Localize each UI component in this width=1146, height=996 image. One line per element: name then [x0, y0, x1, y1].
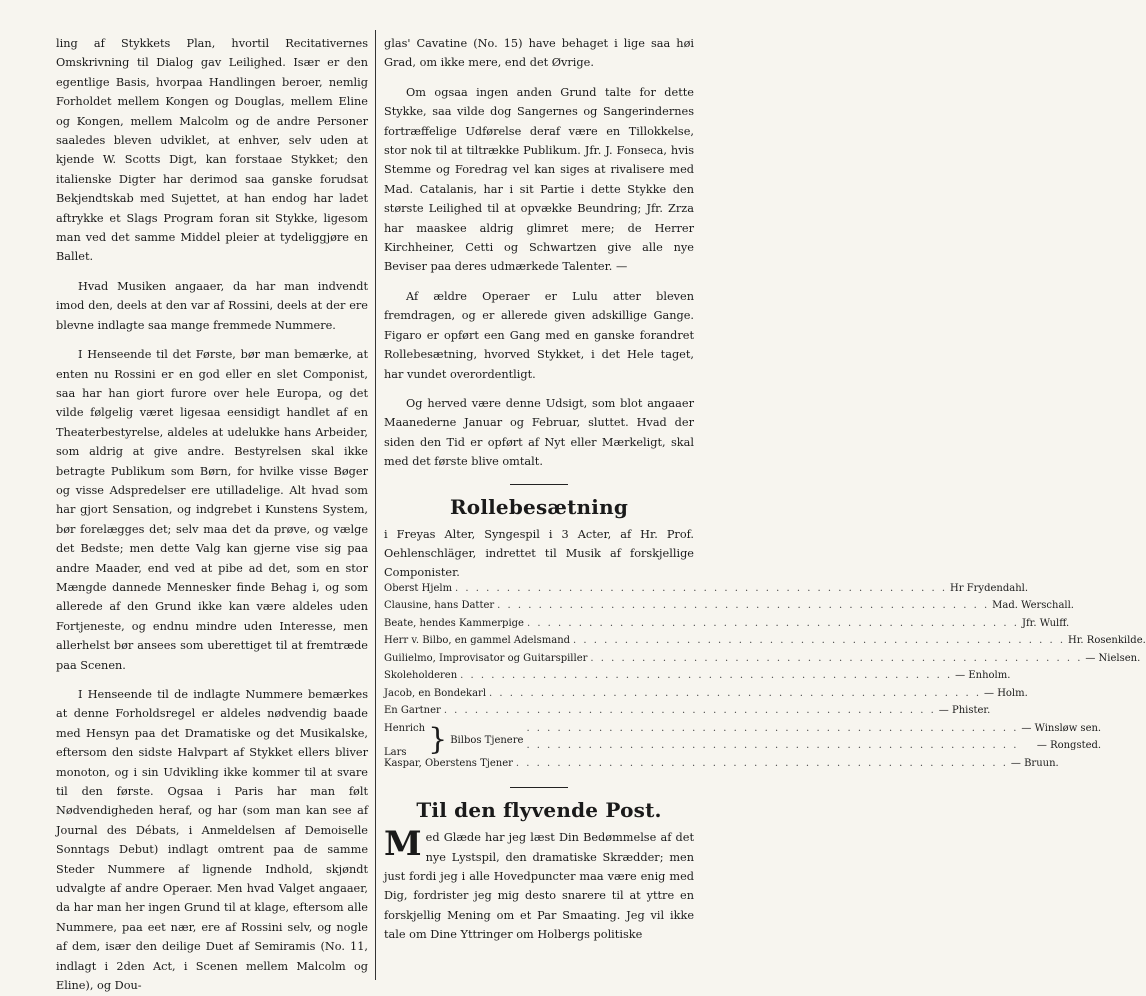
section-divider — [510, 787, 568, 788]
role-name: Jacob, en Bondekarl — [384, 687, 487, 699]
leader-dots — [573, 635, 1065, 646]
actor-name: — Rongsted. — [1036, 740, 1102, 752]
letter-paragraph — [384, 824, 694, 944]
cast-row — [384, 652, 1141, 671]
section-divider — [510, 484, 568, 485]
paragraph: glas' Cavatine (No. 15) have behaget i lige saa høi Grad, om ikke mere, end det Øvrige. — [384, 37, 694, 70]
cast-row — [384, 687, 1028, 706]
paragraph: Om ogsaa ingen anden Grund talte for dette Stykke, saa vilde dog Sangernes og Sangerindernes fortræffelige Udførelse deraf være en Tillokkelse, stor nok til at tiltrække Publikum. Jfr. J. Fonseca, hvis Stemme og Foredrag vel kan siges at rivalisere med Mad. Catalanis, har i sit Partie i dette Stykke den største Leilighed til at opvække Beundring; Jfr. Zrza har maaskee aldrig glimret mere; de Herrer Kirchheiner, Cetti og Schwartzen give alle nye Beviser paa deres udmærkede Talenter. — — [384, 85, 694, 274]
cast-brace-group — [384, 722, 1102, 758]
role-name: Beate, hendes Kammerpige — [384, 617, 524, 629]
actor-name: — Phister. — [938, 705, 991, 717]
cast-list — [384, 582, 1146, 776]
cast-row — [384, 705, 991, 723]
actor-name: — Winsløw sen. — [1021, 722, 1102, 734]
cast-section — [384, 494, 1146, 776]
leader-dots — [590, 653, 1082, 664]
leader-dots — [444, 705, 936, 716]
paragraph: ling af Stykkets Plan, hvortil Recitativernes Omskrivning til Dialog gav Leilighed. Især er den egentlige Basis, hvorpaa Handlingen beroer, nemlig Forholdet mellem Kongen og Douglas, mellem Eline og Kongen, mellem Malcolm og de andre Personer saaledes bleven udviklet, at enhver, selv uden at kjende W. Scotts Digt, kan forstaae Stykket; den italienske Digter har derimod saa ganske forudsat Bekjendtskab med Sujettet, at han endog har ladet aftrykke et Slags Program foran sit Stykke, ligesom man ved det samme Middel pleier at tydeliggjøre en Ballet. — [56, 37, 368, 264]
leader-dots — [455, 583, 947, 594]
actor-name: — Bruun. — [1010, 757, 1059, 769]
brace-glyph: } — [428, 722, 448, 758]
cast-title: Rollebesætning — [449, 494, 629, 519]
actor-name: — Holm. — [984, 687, 1028, 699]
paragraph: I Henseende til det Første, bør man bemærke, at enten nu Rossini er en god eller en slet Componist, saa har han giort furore over hele Europa, og det vilde følgelig været ligesaa eensidigt handlet af en Theaterbestyrelse, aldeles at udelukke hans Arbeider, som aldrig at give andre. Bestyrelsen skal ikke betragte Publikum som Børn, for hvilke visse Bøger og visse Adspredelser ere utilladelige. Alt hvad som har gjort Sensation, og indgrebet i Kunstens System, bør forelægges det; selv maa det da prøve, og vælge det Bedste; men dette Valg kan gjerne vise sig paa andre Maader, end ved at pibe ad det, som en stor Mængde dannede Mennesker finde Behag i, og som allerede af den Grund ikke kan være aldeles uden Fortjeneste, og endnu mindre uden Interesse, men allerhelst bør ansees som uberettiget til at fremtræde paa Scenen. — [56, 348, 368, 672]
paragraph: Og herved være denne Udsigt, som blot angaaer Maanederne Januar og Februar, sluttet. Hvad der siden den Tid er opført af Nyt eller Mærkeligt, skal med det første blive omtalt. — [384, 396, 694, 469]
column-divider — [375, 30, 376, 980]
role-name: Lars — [384, 746, 407, 758]
brace-names — [384, 723, 425, 758]
paragraph: I Henseende til de indlagte Nummere bemærkes at denne Forholdsregel er aldeles nødvendig baade med Hensyn paa det Dramatiske og det Musikalske, eftersom den sidste Halvpart af Stykket ellers bliver monoton, og i sin Udvikling ikke kommer til at svare til den første. Ogsaa i Paris har man følt Nødvendigheden heraf, og har (som man kan see af Journal des Débats, i Anmeldelsen af Demoiselle Sonntags Debut) indlagt omtrent paa de samme Steder Nummere af lignende Indhold, skjøndt udvalgte af andre Operaer. Men hvad Valget angaaer, da har man her ingen Grund til at klage, eftersom alle Nummere, paa eet nær, ere af Rossini selv, og nogle af dem, især den deilige Duet af Semiramis (No. 11, indlagt i 2den Act, i Scenen mellem Malcolm og Eline), og Dou- — [56, 688, 368, 993]
role-name: En Gartner — [384, 705, 441, 717]
leader-dots — [526, 723, 1018, 734]
role-name: Clausine, hans Datter — [384, 600, 495, 612]
actor-name: Hr. Rosenkilde. — [1068, 635, 1146, 647]
letter-text: ed Glæde har jeg læst Din Bedømmelse af det nye Lystspil, den dramatiske Skrædder; men just fordi jeg i alle Hovedpuncter maa være enig med Dig, fordrister jeg mig desto snarere til at yttre en forskjellig Mening om et Par Smaating. Jeg vil ikke tale om Dine Yttringer om Holbergs politiske — [384, 831, 694, 942]
leader-dots — [460, 670, 952, 681]
paragraph: Hvad Musiken angaaer, da har man indvendt imod den, deels at den var af Rossini, deels at der ere blevne indlagte saa mange fremmede Nummere. — [56, 279, 368, 332]
role-name: Guilielmo, Improvisator og Guitarspiller — [384, 652, 588, 664]
role-name: Henrich — [384, 722, 426, 734]
leader-dots — [516, 758, 1008, 769]
paragraph: Af ældre Operaer er Lulu atter bleven fremdragen, og er allerede given adskillige Gange. Figaro er opført een Gang med en ganske forandret Rollebesætning, hvorved Stykket, i det Hele taget, har vundet overordentligt. — [384, 289, 694, 381]
leader-dots — [489, 688, 981, 699]
cast-row — [384, 670, 1011, 688]
role-name: Kaspar, Oberstens Tjener — [384, 757, 513, 769]
leader-dots — [527, 618, 1019, 629]
cast-row — [384, 600, 1074, 618]
left-column — [56, 34, 368, 996]
letter-title: Til den flyvende Post. — [416, 798, 662, 823]
brace-actors — [523, 723, 1101, 758]
actor-name: Hr Frydendahl. — [950, 582, 1029, 594]
group-label: Bilbos Tjenere — [450, 734, 524, 746]
cast-row — [523, 723, 1101, 741]
cast-row — [384, 617, 1070, 636]
role-name: Skoleholderen — [384, 670, 458, 682]
cast-row — [523, 740, 1101, 758]
actor-name: Mad. Werschall. — [992, 600, 1074, 612]
cast-row — [384, 635, 1146, 653]
actor-name: — Enholm. — [955, 670, 1011, 682]
actor-name: Jfr. Wulff. — [1021, 617, 1070, 629]
drop-cap: M — [384, 824, 422, 865]
leader-dots — [497, 600, 989, 611]
actor-name: — Nielsen. — [1085, 652, 1141, 664]
cast-row — [384, 757, 1059, 776]
cast-intro: i Freyas Alter, Syngespil i 3 Acter, af Hr. Prof. Oehlenschläger, indrettet til Musik af forskjellige Componister. — [384, 527, 694, 580]
cast-row — [384, 582, 1029, 601]
right-column — [384, 34, 1146, 945]
leader-dots — [526, 740, 1033, 751]
letter-section — [384, 798, 694, 944]
role-name: Oberst Hjelm — [384, 582, 453, 594]
role-name: Herr v. Bilbo, en gammel Adelsmand — [384, 635, 571, 647]
